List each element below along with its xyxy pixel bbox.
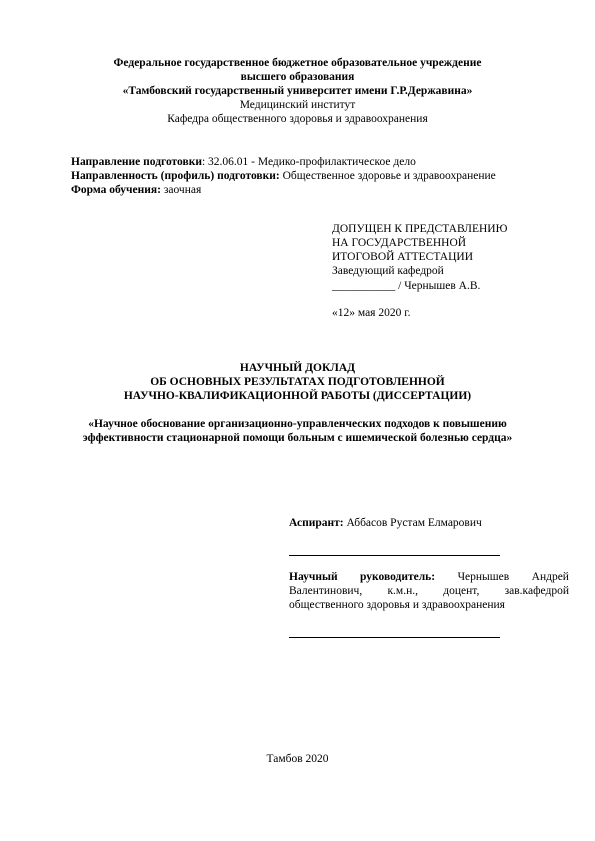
city-year: Тамбов 2020 [266, 753, 329, 765]
aspirant-name: Аббасов Рустам Елмарович [343, 517, 482, 529]
head-of-department-label: Заведующий кафедрой [332, 265, 444, 277]
supervisor-first-name: Андрей [531, 571, 569, 583]
institute-name: Медицинский институт [239, 99, 356, 111]
head-signature: ___________ / Чернышев А.В. [332, 280, 481, 292]
approval-line2: НА ГОСУДАРСТВЕННОЙ [332, 237, 467, 249]
aspirant [289, 516, 482, 531]
program-profile [71, 169, 496, 184]
approval-date: «12» мая 2020 г. [332, 307, 411, 319]
university-name: «Тамбовский государственный университет имени Г.Р.Державина» [122, 85, 473, 97]
aspirant-label: Аспирант: [289, 517, 344, 529]
institution-name-line1: Федеральное государственное бюджетное образовательное учреждение [113, 57, 482, 69]
department-name: Кафедра общественного здоровья и здравоохранения [167, 113, 428, 125]
supervisor-line3: общественного здоровья и здравоохранения [289, 599, 505, 611]
supervisor-degree: к.м.н., [387, 585, 418, 597]
supervisor-rank: доцент, [443, 585, 480, 597]
supervisor-position: зав.кафедрой [504, 585, 569, 597]
approval-line3: ИТОГОВОЙ АТТЕСТАЦИИ [332, 251, 474, 263]
program-direction-label: Направление подготовки [71, 156, 202, 168]
supervisor-signature-line [289, 637, 500, 638]
supervisor-label-word1: Научный [289, 571, 338, 583]
report-title-line1: НАУЧНЫЙ ДОКЛАД [239, 362, 356, 374]
program-direction [71, 155, 416, 170]
dissertation-topic-line2: эффективности стационарной помощи больным с ишемической болезнью сердца» [82, 432, 513, 444]
dissertation-topic-line1: «Научное обоснование организационно-управленческих подходов к повышению [88, 418, 507, 430]
program-form [71, 183, 201, 198]
supervisor-patronymic: Валентинович, [289, 585, 363, 597]
institution-name-line2: высшего образования [240, 71, 355, 83]
aspirant-signature-line [289, 555, 500, 556]
approval-line1: ДОПУЩЕН К ПРЕДСТАВЛЕНИЮ [332, 223, 508, 235]
report-title-line2: ОБ ОСНОВНЫХ РЕЗУЛЬТАТАХ ПОДГОТОВЛЕННОЙ [150, 376, 445, 388]
report-title-line3: НАУЧНО-КВАЛИФИКАЦИОННОЙ РАБОТЫ (ДИССЕРТАЦИИ) [123, 390, 472, 402]
supervisor-line1 [289, 570, 569, 585]
supervisor-line2 [289, 584, 569, 599]
program-direction-value: : 32.06.01 - Медико-профилактическое дело [201, 156, 416, 168]
program-form-label: Форма обучения: [71, 184, 161, 196]
program-profile-label: Направленность (профиль) подготовки: [71, 170, 280, 182]
program-profile-value: Общественное здоровье и здравоохранение [279, 170, 496, 182]
supervisor-label-word2: руководитель: [360, 571, 436, 583]
supervisor-surname: Чернышев [457, 571, 510, 583]
program-form-value: заочная [160, 184, 202, 196]
